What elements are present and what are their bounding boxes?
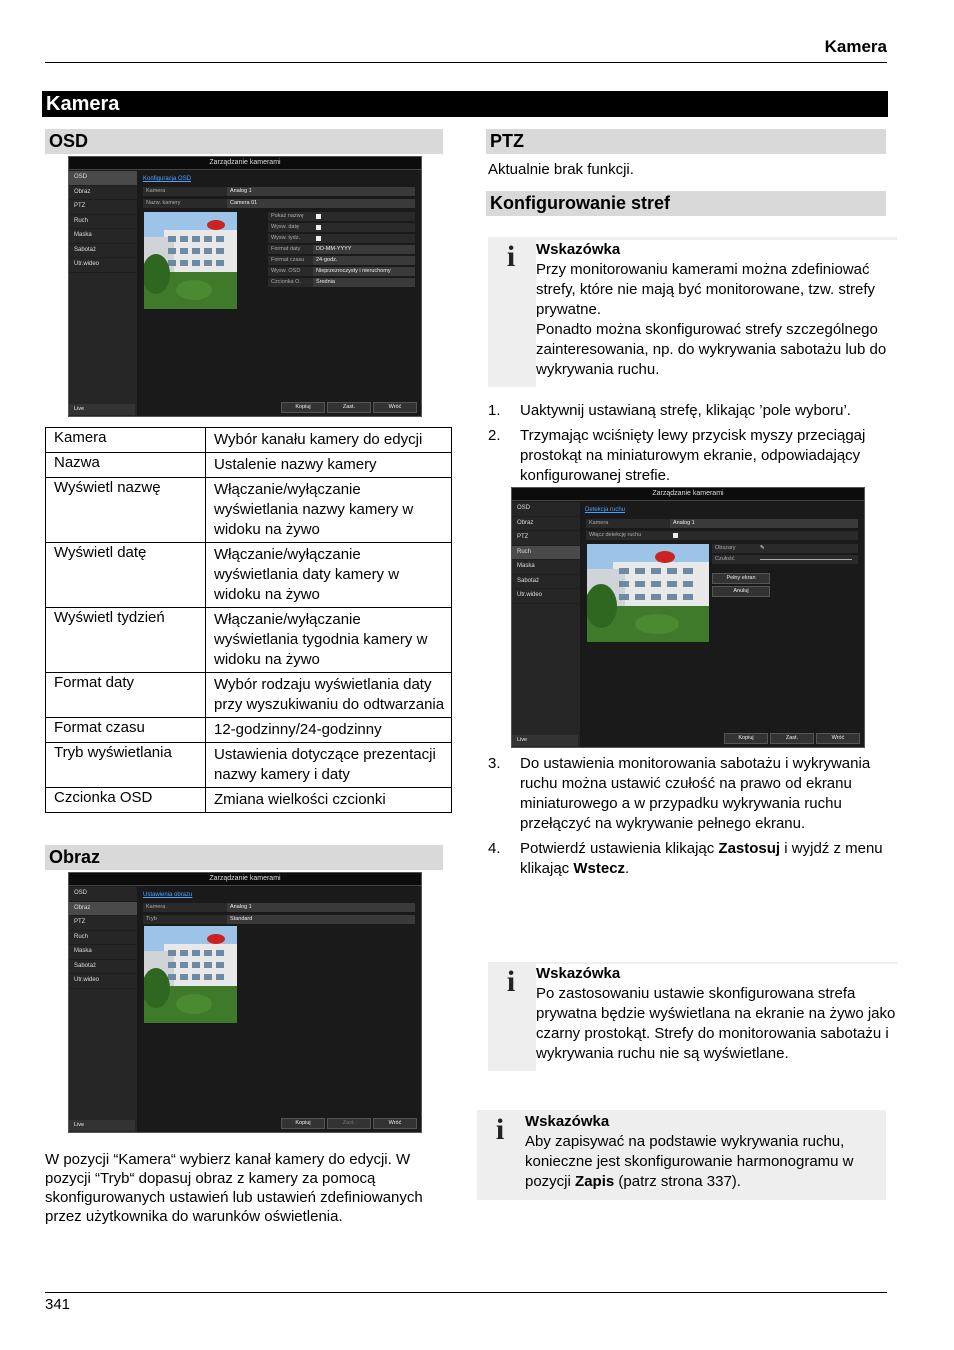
info-icon: i	[495, 1113, 505, 1146]
field-value: Średnia	[313, 278, 415, 287]
setting-description: Ustawienia dotyczące prezentacji nazwy kamery i daty	[206, 743, 452, 788]
osd-heading: OSD	[45, 129, 443, 154]
field-label: Wysw. tydz.	[271, 235, 300, 241]
obraz-screen-menu	[69, 887, 137, 1132]
full-screen-button[interactable]: Pełny ekran	[712, 573, 770, 584]
menu-item-maska[interactable]: Maska	[512, 560, 580, 575]
apply-button[interactable]: Zast.	[327, 402, 371, 413]
field-label: Nazw. kamery	[146, 200, 181, 206]
menu-item-osd[interactable]: OSD	[69, 171, 137, 186]
osd-font-select[interactable]	[268, 278, 415, 287]
step-text: Trzymając wciśnięty lewy przycisk myszy przeciągaj prostokąt na miniaturowym ekranie, odpowiadający konfigurowanej strefie.	[520, 427, 866, 484]
checkbox-icon[interactable]	[670, 531, 858, 540]
step-number: 2.	[488, 427, 501, 444]
osd-settings-table	[45, 427, 452, 813]
steps-list	[488, 754, 888, 884]
time-format-select[interactable]	[268, 256, 415, 265]
menu-item-maska[interactable]: Maska	[69, 945, 137, 960]
menu-item-utr-wideo[interactable]: Utr.wideo	[69, 974, 137, 989]
note-text: Po zastosowaniu ustawie skonfigurowana strefa prywatna będzie wyświetlana na ekranie na żywo jako czarny prostokąt. Strefy do monitorowania sabotażu i wykrywania ruchu nie są wyświetlane.	[536, 985, 896, 1062]
step-number: 4.	[488, 840, 501, 857]
setting-name: Czcionka OSD	[46, 788, 206, 813]
note-text: Ponadto można skonfigurować strefy szczególnego zainteresowania, np. do wykrywania sabotażu lub do wykrywania ruchu.	[536, 321, 887, 378]
table-row	[46, 718, 452, 743]
field-label: Format czasu	[271, 257, 305, 263]
field-value: Nieprzezroczysty i nieruchomy	[313, 267, 415, 276]
field-label: Pokaż nazwę	[271, 213, 304, 219]
enable-motion-checkbox[interactable]	[586, 531, 858, 540]
step-text: Potwierdź ustawienia klikając	[520, 840, 719, 857]
slider-track[interactable]	[757, 555, 858, 564]
show-name-checkbox[interactable]	[268, 212, 415, 221]
field-value: Standard	[227, 915, 415, 924]
camera-select[interactable]	[586, 519, 858, 528]
note-content	[525, 1112, 886, 1200]
menu-item-ptz[interactable]: PTZ	[69, 200, 137, 215]
osd-screenshot	[68, 156, 422, 417]
table-row	[46, 743, 452, 788]
table-row	[46, 453, 452, 478]
copy-button[interactable]: Kopiuj	[281, 402, 325, 413]
steps-list	[488, 401, 888, 491]
setting-description: Wybór kanału kamery do edycji	[206, 428, 452, 453]
field-value: Analog 1	[670, 519, 858, 528]
camera-select[interactable]	[143, 187, 415, 196]
table-row	[46, 788, 452, 813]
info-icon: i	[506, 240, 516, 273]
osd-config-link[interactable]: Konfiguracja OSD	[143, 176, 192, 182]
menu-item-maska[interactable]: Maska	[69, 229, 137, 244]
menu-item-ptz[interactable]: PTZ	[512, 531, 580, 546]
apply-button[interactable]: Zast.	[327, 1118, 371, 1129]
note-title: Wskazówka	[536, 241, 621, 258]
field-label: Czułość	[715, 556, 735, 562]
menu-item-osd[interactable]: OSD	[69, 887, 137, 902]
menu-item-obraz[interactable]: Obraz	[512, 517, 580, 532]
step-text: Do ustawienia monitorowania sabotażu i wykrywania ruchu można ustawić czułość na prawo od ekranu miniaturowego a w przypadku wykrywania ruchu przełączyć na wykrywanie pełnego ekranu.	[520, 755, 871, 832]
camera-preview-image	[144, 926, 237, 1023]
menu-item-obraz[interactable]: Obraz	[69, 902, 137, 917]
step-number: 3.	[488, 755, 501, 772]
note-title: Wskazówka	[536, 965, 621, 982]
table-row	[46, 673, 452, 718]
field-value: Analog 1	[227, 903, 415, 912]
setting-name: Wyświetl datę	[46, 543, 206, 608]
step-text: i wyjdź z menu klikając	[520, 840, 883, 877]
list-item	[488, 401, 888, 421]
setting-name: Wyświetl tydzień	[46, 608, 206, 673]
field-label: Włącz detekcję ruchu	[589, 532, 642, 538]
menu-item-ruch[interactable]: Ruch	[512, 546, 580, 561]
apply-button[interactable]: Zast.	[770, 733, 814, 744]
back-button[interactable]: Wróć	[816, 733, 860, 744]
date-format-select[interactable]	[268, 245, 415, 254]
note-box	[477, 1110, 886, 1200]
back-keyword: Wstecz	[573, 860, 626, 877]
motion-screen-title: Zarządzanie kamerami	[512, 488, 864, 501]
menu-item-sabotaz[interactable]: Sabotaż	[69, 960, 137, 975]
building-photo	[587, 544, 709, 642]
field-label: Kamera	[589, 520, 609, 526]
field-label: Czcionka O.	[271, 279, 301, 285]
setting-name: Format czasu	[46, 718, 206, 743]
note-content	[536, 964, 897, 1071]
field-label: Format daty	[271, 246, 301, 252]
page-number: 341	[45, 1296, 71, 1313]
list-item	[488, 754, 888, 834]
obraz-description: W pozycji “Kamera“ wybierz kanał kamery do edycji. W pozycji “Tryb“ dopasuj obraz z kamery za pomocą skonfigurowanych ustawień lub ustawień zdefiniowanych przez użytkownika do warunków oświetlenia.	[45, 1151, 423, 1225]
mode-select[interactable]	[143, 915, 415, 924]
camera-name-field[interactable]	[143, 199, 415, 208]
field-value: 24-godz.	[313, 256, 415, 265]
record-keyword: Zapis	[575, 1173, 615, 1190]
table-row	[46, 428, 452, 453]
motion-screen-menu	[512, 502, 580, 747]
field-label: Tryb	[146, 916, 157, 922]
clear-button[interactable]: Anuluj	[712, 586, 770, 597]
field-label: Obszary	[715, 545, 736, 551]
list-item	[488, 426, 888, 486]
setting-description: Włączanie/wyłączanie wyświetlania nazwy kamery w widoku na żywo	[206, 478, 452, 543]
ptz-heading: PTZ	[486, 129, 886, 154]
back-button[interactable]: Wróć	[373, 1118, 417, 1129]
sensitivity-slider[interactable]	[712, 555, 858, 564]
area-row	[712, 544, 858, 553]
setting-description: Ustalenie nazwy kamery	[206, 453, 452, 478]
table-row	[46, 608, 452, 673]
obraz-screenshot	[68, 872, 422, 1133]
note-content	[536, 240, 897, 387]
setting-name: Wyświetl nazwę	[46, 478, 206, 543]
show-week-checkbox[interactable]	[268, 234, 415, 243]
footer-rule	[45, 1292, 887, 1293]
setting-name: Tryb wyświetlania	[46, 743, 206, 788]
copy-button[interactable]: Kopiuj	[281, 1118, 325, 1129]
note-text-part: Aby zapisywać na podstawie wykrywania ruchu, konieczne jest skonfigurowanie harmonogramu w pozycji	[525, 1133, 854, 1190]
building-photo	[144, 926, 237, 1023]
menu-item-ptz[interactable]: PTZ	[69, 916, 137, 931]
obraz-heading: Obraz	[45, 845, 443, 870]
field-label: Wysw. OSD	[271, 268, 301, 274]
setting-description: 12-godzinny/24-godzinny	[206, 718, 452, 743]
list-item	[488, 839, 888, 879]
menu-item-utr-wideo[interactable]: Utr.wideo	[512, 589, 580, 604]
menu-item-osd[interactable]: OSD	[512, 502, 580, 517]
checkbox-checked-icon[interactable]	[313, 223, 415, 232]
step-text: Uaktywnij ustawianą strefę, klikając ’pole wyboru’.	[520, 402, 851, 419]
obraz-screen-title: Zarządzanie kamerami	[69, 873, 421, 886]
menu-item-utr-wideo[interactable]: Utr.wideo	[69, 258, 137, 273]
field-label: Kamera	[146, 904, 166, 910]
field-label: Kamera	[146, 188, 166, 194]
checkbox-checked-icon[interactable]	[313, 234, 415, 243]
field-value: DD-MM-YYYY	[313, 245, 415, 254]
setting-description: Zmiana wielkości czcionki	[206, 788, 452, 813]
setting-name: Nazwa	[46, 453, 206, 478]
note-box	[488, 962, 897, 1071]
info-icon: i	[506, 965, 516, 998]
copy-button[interactable]: Kopiuj	[724, 733, 768, 744]
menu-item-ruch[interactable]: Ruch	[69, 931, 137, 946]
table-row	[46, 478, 452, 543]
image-settings-link[interactable]: Ustawienia obrazu	[143, 892, 193, 898]
setting-description: Wybór rodzaju wyświetlania daty przy wyszukiwaniu do odtwarzania	[206, 673, 452, 718]
field-label: Wysw. datę	[271, 224, 300, 230]
osd-screen-title: Zarządzanie kamerami	[69, 157, 421, 170]
header-rule	[45, 62, 887, 63]
note-text	[525, 1132, 886, 1192]
osd-screen-menu	[69, 171, 137, 416]
running-header-title: Kamera	[824, 37, 887, 56]
setting-name: Kamera	[46, 428, 206, 453]
camera-preview-image[interactable]	[587, 544, 709, 642]
note-text-part: (patrz strona 337).	[614, 1173, 741, 1190]
setting-description: Włączanie/wyłączanie wyświetlania tygodnia kamery w widoku na żywo	[206, 608, 452, 673]
note-box	[488, 237, 897, 387]
page-title: Kamera	[42, 91, 888, 117]
display-mode-select[interactable]	[268, 267, 415, 276]
ptz-text: Aktualnie brak funkcji.	[488, 161, 634, 178]
live-button[interactable]: Live	[512, 735, 578, 746]
step-text: .	[625, 860, 630, 877]
menu-item-obraz[interactable]: Obraz	[69, 186, 137, 201]
field-value: Camera 01	[227, 199, 415, 208]
menu-item-ruch[interactable]: Ruch	[69, 215, 137, 230]
note-text: Przy monitorowaniu kamerami można zdefiniować strefy, które nie mają być monitorowane, tzw. strefy prywatne.	[536, 261, 876, 318]
zones-heading: Konfigurowanie stref	[486, 191, 886, 216]
step-number: 1.	[488, 402, 501, 419]
camera-preview-image	[144, 212, 237, 309]
show-date-checkbox[interactable]	[268, 223, 415, 232]
back-button[interactable]: Wróć	[373, 402, 417, 413]
motion-detection-link[interactable]: Detekcja ruchu	[585, 507, 626, 513]
setting-description: Włączanie/wyłączanie wyświetlania daty kamery w widoku na żywo	[206, 543, 452, 608]
building-photo	[144, 212, 237, 309]
live-button[interactable]: Live	[69, 404, 135, 415]
table-row	[46, 543, 452, 608]
checkbox-checked-icon[interactable]	[313, 212, 415, 221]
field-value: Analog 1	[227, 187, 415, 196]
pencil-icon[interactable]: ✎	[760, 545, 765, 551]
menu-item-sabotaz[interactable]: Sabotaż	[512, 575, 580, 590]
live-button[interactable]: Live	[69, 1120, 135, 1131]
motion-screenshot	[511, 487, 865, 748]
camera-select[interactable]	[143, 903, 415, 912]
setting-name: Format daty	[46, 673, 206, 718]
apply-keyword: Zastosuj	[718, 840, 781, 857]
menu-item-sabotaz[interactable]: Sabotaż	[69, 244, 137, 259]
note-title: Wskazówka	[525, 1113, 610, 1130]
